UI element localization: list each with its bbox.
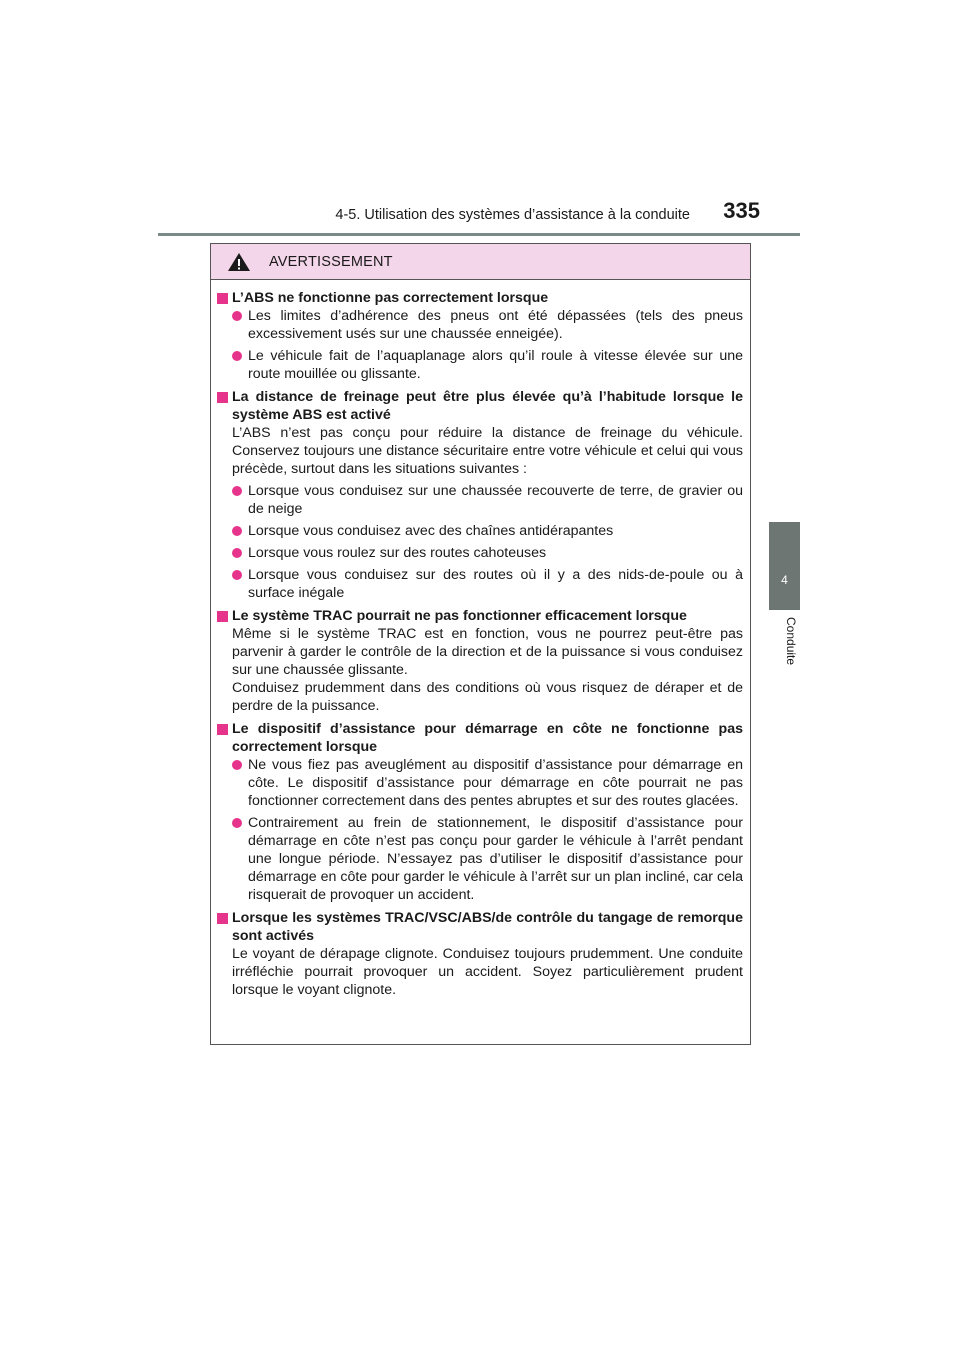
- list-item: Contrairement au frein de stationnement, le dispositif d’assistance pour démarrage en côte n’est pas conçu pour garder le véhicule à l’arrêt pendant une longue période. N’essayez pas d’utiliser le dispositif d’assistance pour démarrage en côte pour garder le véhicule à l’arrêt sur un plan incliné, car cela risquerait de provoquer un accident.: [215, 814, 743, 904]
- list-item: Lorsque vous roulez sur des routes cahoteuses: [215, 544, 743, 562]
- circle-bullet-icon: [232, 526, 242, 536]
- section-heading: Lorsque les systèmes TRAC/VSC/ABS/de contrôle du tangage de remorque sont activés: [232, 910, 743, 944]
- square-bullet-icon: [217, 293, 228, 304]
- circle-bullet-icon: [232, 311, 242, 321]
- section-heading: Le dispositif d’assistance pour démarrage en côte ne fonctionne pas correctement lorsque: [232, 721, 743, 755]
- chapter-tab: [769, 522, 800, 610]
- section-heading: La distance de freinage peut être plus élevée qu’à l’habitude lorsque le système ABS est activé: [232, 389, 743, 423]
- circle-bullet-icon: [232, 351, 242, 361]
- warning-header: [211, 244, 750, 280]
- warning-body: [211, 280, 750, 999]
- list-item: Ne vous fiez pas aveuglément au dispositif d’assistance pour démarrage en côte. Le dispositif d’assistance pour démarrage en côte pourrait ne pas fonctionner correctement dans des pentes abruptes et sur des routes glacées.: [215, 756, 743, 810]
- circle-bullet-icon: [232, 486, 242, 496]
- chapter-tab-number: 4: [781, 573, 788, 587]
- warning-title: AVERTISSEMENT: [269, 253, 393, 270]
- list-item: Le véhicule fait de l’aquaplanage alors qu’il roule à vitesse élevée sur une route mouillée ou glissante.: [215, 347, 743, 383]
- circle-bullet-icon: [232, 760, 242, 770]
- warning-section-braking-distance: [215, 388, 743, 602]
- header-divider: [158, 233, 800, 236]
- section-paragraph: L’ABS n’est pas conçu pour réduire la distance de freinage du véhicule. Conservez toujours une distance sécuritaire entre votre véhicule et celui qui vous précède, surtout dans les situations suivantes :: [232, 425, 743, 477]
- page-number: 335: [723, 198, 760, 223]
- list-item: Lorsque vous conduisez avec des chaînes antidérapantes: [215, 522, 743, 540]
- section-paragraph: Conduisez prudemment dans des conditions où vous risquez de déraper et de perdre de la puissance.: [232, 680, 743, 714]
- circle-bullet-icon: [232, 818, 242, 828]
- square-bullet-icon: [217, 724, 228, 735]
- section-heading: L’ABS ne fonctionne pas correctement lorsque: [232, 290, 549, 306]
- section-heading: Le système TRAC pourrait ne pas fonctionner efficacement lorsque: [232, 608, 687, 624]
- circle-bullet-icon: [232, 548, 242, 558]
- square-bullet-icon: [217, 392, 228, 403]
- warning-section-hill-start: [215, 720, 743, 904]
- warning-triangle-icon: [227, 252, 251, 272]
- list-item: Les limites d’adhérence des pneus ont été dépassées (tels des pneus excessivement usés sur une chaussée enneigée).: [215, 307, 743, 343]
- section-paragraph: Même si le système TRAC est en fonction, vous ne pourrez peut-être pas parvenir à garder le contrôle de la direction et de la puissance si vous conduisez sur une chaussée glissante.: [232, 626, 743, 678]
- chapter-tab-label: Conduite: [784, 617, 798, 666]
- section-paragraph: Le voyant de dérapage clignote. Conduisez toujours prudemment. Une conduite irréfléchie pourrait provoquer un accident. Soyez particulièrement prudent lorsque le voyant clignote.: [232, 946, 743, 998]
- warning-section-abs: [215, 289, 743, 383]
- square-bullet-icon: [217, 611, 228, 622]
- square-bullet-icon: [217, 913, 228, 924]
- warning-section-systems-active: [215, 909, 743, 999]
- section-title: 4-5. Utilisation des systèmes d’assistance à la conduite: [335, 207, 690, 223]
- list-item: Lorsque vous conduisez sur une chaussée recouverte de terre, de gravier ou de neige: [215, 482, 743, 518]
- warning-box: [210, 243, 751, 1045]
- warning-section-trac: [215, 607, 743, 715]
- list-item: Lorsque vous conduisez sur des routes où il y a des nids-de-poule ou à surface inégale: [215, 566, 743, 602]
- circle-bullet-icon: [232, 570, 242, 580]
